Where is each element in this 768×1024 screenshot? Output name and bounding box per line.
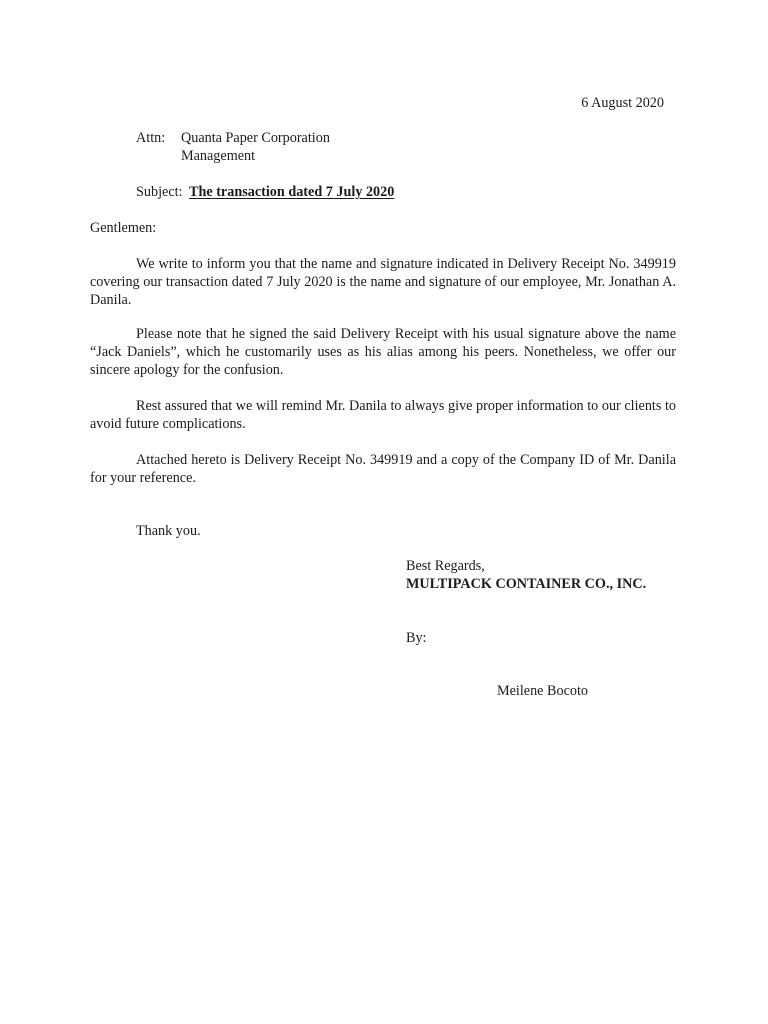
by-label: By: bbox=[406, 630, 427, 646]
body-paragraph-4: Attached hereto is Delivery Receipt No. 349919 and a copy of the Company ID of Mr. Danila for your reference. bbox=[90, 452, 676, 486]
subject-label: Subject: bbox=[136, 184, 183, 200]
closing-thanks: Thank you. bbox=[136, 523, 201, 539]
closing-regards: Best Regards, bbox=[406, 558, 485, 574]
body-paragraph-1: We write to inform you that the name and signature indicated in Delivery Receipt No. 349919 covering our transaction dated 7 July 2020 is the name and signature of our employee, Mr. Jonathan A. Danila. bbox=[90, 256, 676, 308]
recipient-department: Management bbox=[181, 148, 256, 164]
body-paragraph-2: Please note that he signed the said Delivery Receipt with his usual signature above the name “Jack Daniels”, which he customarily uses as his alias among his peers. Nonetheless, we offer our sincere apology for the confusion. bbox=[90, 326, 676, 378]
body-paragraph-3: Rest assured that we will remind Mr. Danila to always give proper information to our clients to avoid future complications. bbox=[90, 398, 676, 432]
recipient-company: Quanta Paper Corporation bbox=[181, 130, 330, 146]
letter-date: 6 August 2020 bbox=[581, 95, 664, 111]
subject-text: The transaction dated 7 July 2020 bbox=[189, 184, 395, 200]
salutation: Gentlemen: bbox=[90, 220, 157, 236]
sender-company: MULTIPACK CONTAINER CO., INC. bbox=[406, 576, 647, 592]
attn-label: Attn: bbox=[136, 130, 166, 146]
signer-name: Meilene Bocoto bbox=[497, 683, 589, 699]
